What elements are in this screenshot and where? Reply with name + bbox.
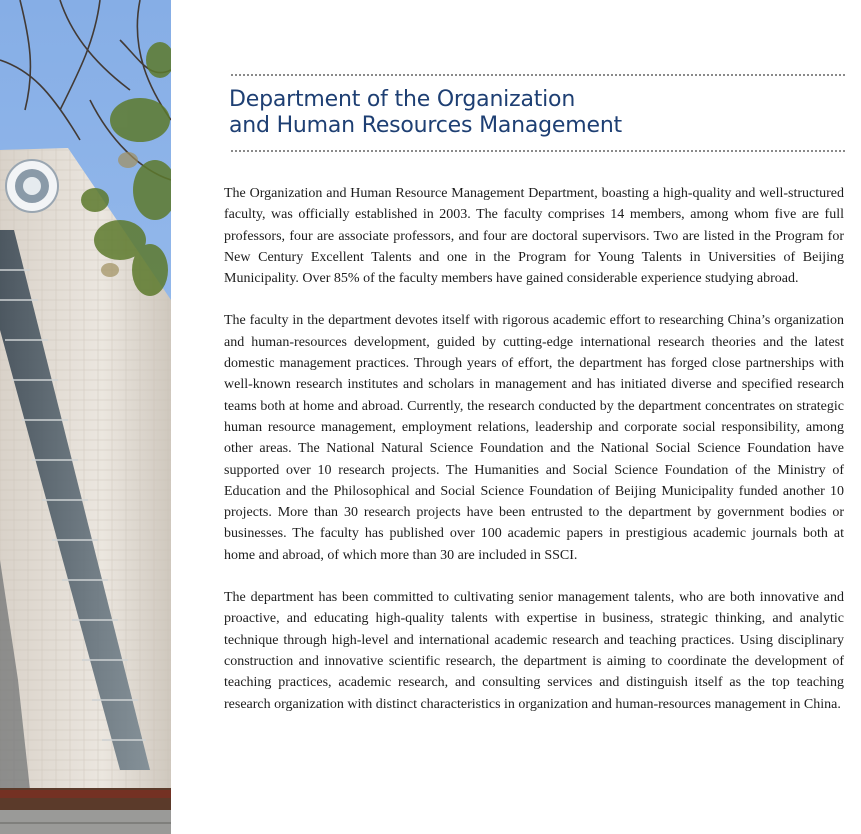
bottom-dotted-rule: [231, 150, 845, 152]
paragraph-3: The department has been committed to cultivating senior management talents, who are both innovative and proactive, and educating high-quality talents with expertise in business, strategic thinking, and analytic technique through high-level and international academic research and teaching practices. Using disciplinary construction and innovative scientific research, the department is aiming to coordinate the development of teaching practices, academic research, and consulting services and distinguish itself as the top teaching research organization with distinct characteristics in organization and human-resources management in China.: [224, 590, 844, 712]
paragraph-2: The faculty in the department devotes itself with rigorous academic effort to researching China’s organization and human-resources development, guided by cutting-edge international research theories and the latest domestic management practices. Through years of effort, the department has forged close partnerships with well-known research institutes and scholars in management and has initiated diverse and specified research teams both at home and abroad. Currently, the research conducted by the department concentrates on strategic human resource management, employment relations, leadership and corporate social responsibility, among other areas. The National Natural Science Foundation and the National Social Science Foundation have supported over 10 research projects. The Humanities and Social Science Foundation of the Ministry of Education and the Philosophical and Social Science Foundation of Beijing Municipality funded another 10 projects. More than 30 research projects have been entrusted to the department by government bodies or businesses. The faculty has published over 100 academic papers in prestigious academic journals both at home and abroad, of which more than 30 are included in SSCI.: [224, 313, 844, 563]
page-title-line-1: Department of the Organization: [229, 87, 576, 112]
paragraph-1: The Organization and Human Resource Management Department, boasting a high-quality and well-structured faculty, was officially established in 2003. The faculty comprises 14 members, among whom five are full professors, four are associate professors, and four are doctoral supervisors. Two are listed in the Program for New Century Excellent Talents and one in the Program for Young Talents in Universities of Beijing Municipality. Over 85% of the faculty members have gained considerable experience studying abroad.: [224, 186, 844, 287]
page-title-line-2: and Human Resources Management: [229, 113, 622, 138]
page-title: [229, 87, 829, 139]
top-dotted-rule: [231, 74, 845, 76]
article-body: [224, 183, 844, 736]
building-photo: [0, 0, 171, 834]
